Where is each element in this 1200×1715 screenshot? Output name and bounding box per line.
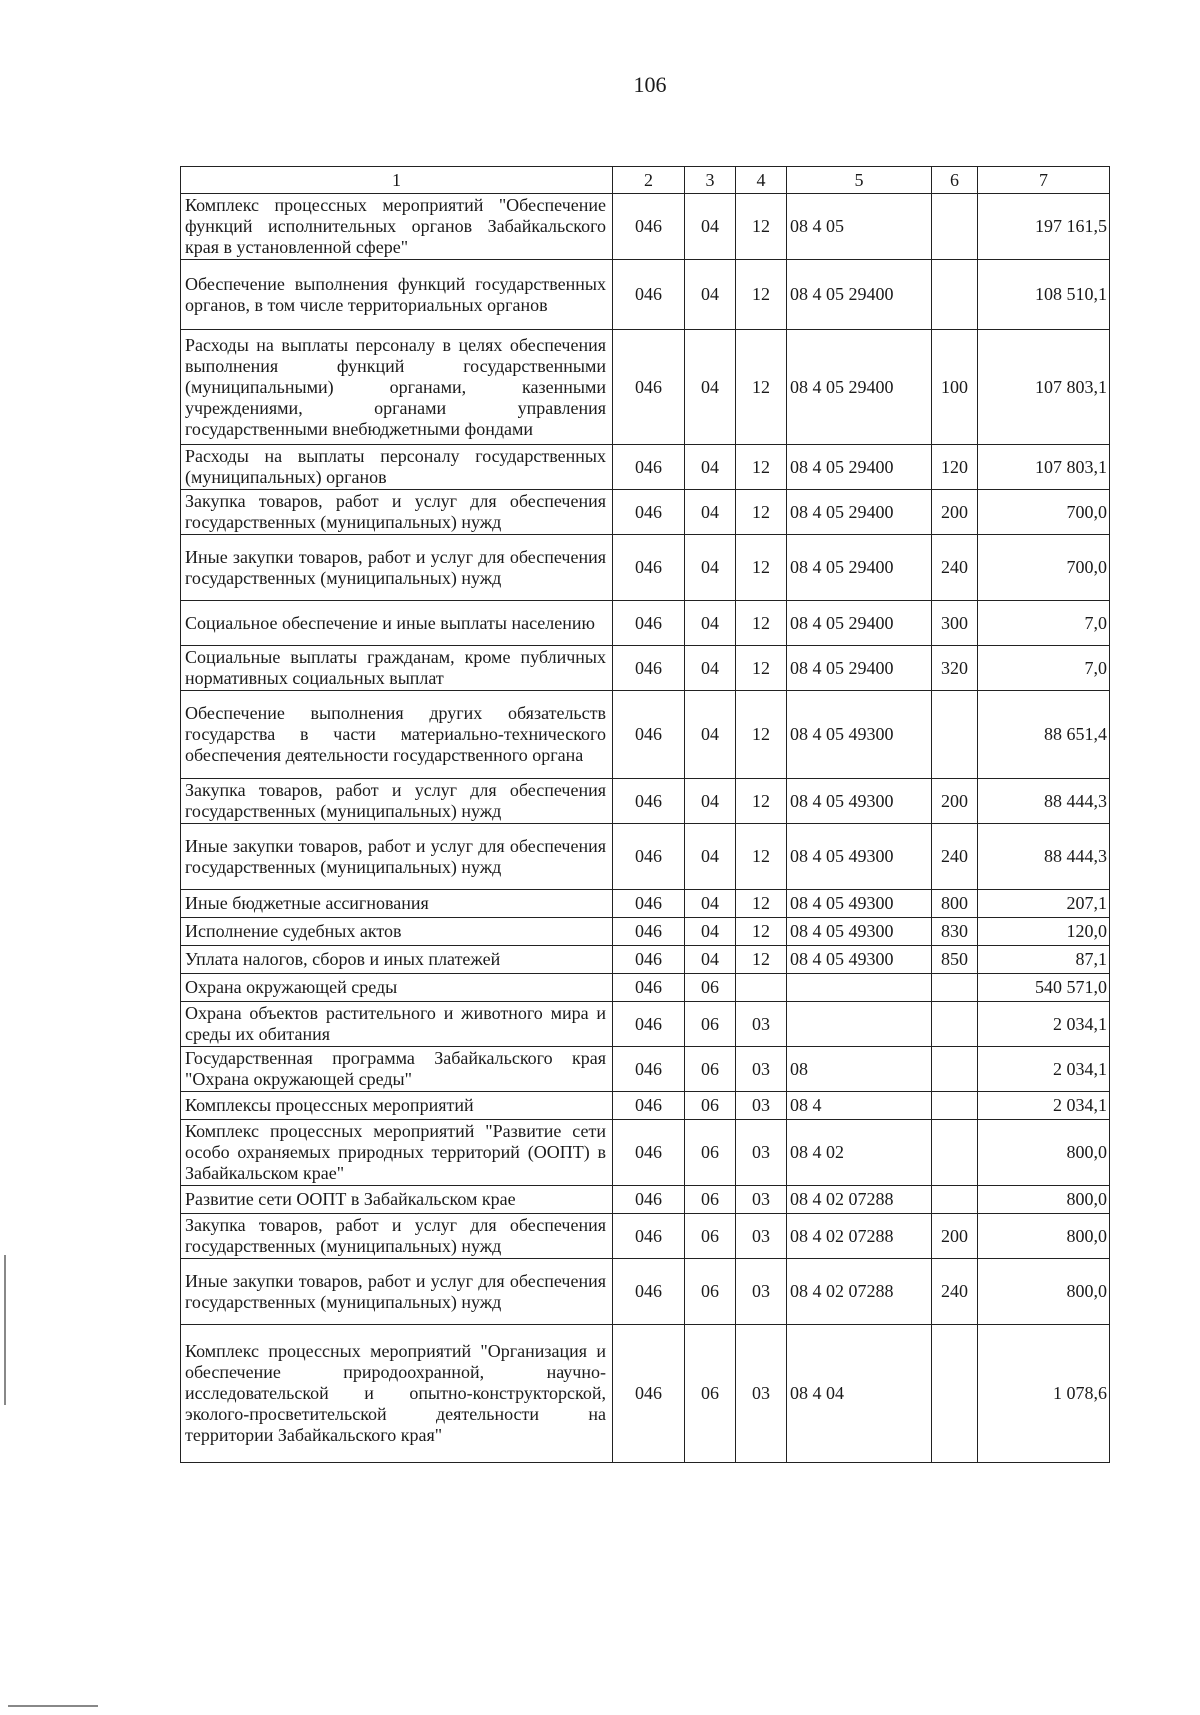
cell-name: Комплексы процессных мероприятий (181, 1092, 613, 1120)
cell-target-article: 08 4 05 49300 (787, 824, 932, 890)
cell-admin-code: 046 (613, 779, 685, 824)
cell-expense-type: 200 (932, 490, 978, 535)
cell-expense-type: 850 (932, 946, 978, 974)
cell-name: Расходы на выплаты персоналу государственных (муниципальных) органов (181, 445, 613, 490)
table-row (181, 946, 1110, 974)
cell-target-article: 08 4 05 29400 (787, 260, 932, 330)
table-row (181, 890, 1110, 918)
cell-target-article: 08 4 05 49300 (787, 691, 932, 779)
cell-section: 04 (685, 490, 736, 535)
cell-target-article: 08 4 05 29400 (787, 601, 932, 646)
cell-target-article: 08 4 05 29400 (787, 535, 932, 601)
cell-subsection: 12 (736, 890, 787, 918)
cell-amount: 107 803,1 (978, 445, 1110, 490)
cell-expense-type (932, 260, 978, 330)
cell-target-article: 08 4 02 07288 (787, 1259, 932, 1325)
table-row (181, 1214, 1110, 1259)
table-row (181, 1186, 1110, 1214)
cell-subsection: 12 (736, 601, 787, 646)
table-row (181, 330, 1110, 445)
cell-expense-type (932, 1120, 978, 1186)
table-row (181, 1120, 1110, 1186)
cell-target-article: 08 (787, 1047, 932, 1092)
cell-expense-type (932, 194, 978, 260)
cell-subsection: 12 (736, 260, 787, 330)
cell-expense-type: 300 (932, 601, 978, 646)
table-row (181, 1047, 1110, 1092)
cell-subsection (736, 974, 787, 1002)
cell-amount: 700,0 (978, 490, 1110, 535)
cell-target-article: 08 4 02 07288 (787, 1186, 932, 1214)
cell-target-article: 08 4 05 49300 (787, 779, 932, 824)
cell-amount: 88 444,3 (978, 779, 1110, 824)
table-row (181, 601, 1110, 646)
table-row (181, 1259, 1110, 1325)
cell-admin-code: 046 (613, 890, 685, 918)
cell-section: 04 (685, 824, 736, 890)
cell-name: Государственная программа Забайкальского края "Охрана окружающей среды" (181, 1047, 613, 1092)
cell-admin-code: 046 (613, 601, 685, 646)
cell-admin-code: 046 (613, 535, 685, 601)
cell-amount: 800,0 (978, 1120, 1110, 1186)
cell-admin-code: 046 (613, 1325, 685, 1463)
cell-subsection: 03 (736, 1092, 787, 1120)
cell-amount: 7,0 (978, 646, 1110, 691)
cell-section: 06 (685, 974, 736, 1002)
cell-expense-type: 800 (932, 890, 978, 918)
cell-expense-type (932, 691, 978, 779)
budget-table (180, 166, 1110, 1463)
cell-admin-code: 046 (613, 824, 685, 890)
cell-section: 04 (685, 601, 736, 646)
cell-admin-code: 046 (613, 445, 685, 490)
cell-subsection: 12 (736, 918, 787, 946)
cell-amount: 700,0 (978, 535, 1110, 601)
cell-target-article: 08 4 05 49300 (787, 918, 932, 946)
cell-expense-type (932, 1325, 978, 1463)
cell-target-article: 08 4 05 49300 (787, 890, 932, 918)
cell-expense-type: 320 (932, 646, 978, 691)
cell-section: 04 (685, 918, 736, 946)
scan-mark (4, 1255, 6, 1405)
cell-amount: 2 034,1 (978, 1002, 1110, 1047)
cell-amount: 87,1 (978, 946, 1110, 974)
cell-name: Социальное обеспечение и иные выплаты населению (181, 601, 613, 646)
cell-subsection: 12 (736, 445, 787, 490)
cell-target-article: 08 4 05 29400 (787, 646, 932, 691)
table-row (181, 445, 1110, 490)
cell-subsection: 03 (736, 1047, 787, 1092)
cell-subsection: 03 (736, 1002, 787, 1047)
cell-target-article (787, 974, 932, 1002)
cell-name: Комплекс процессных мероприятий "Развитие сети особо охраняемых природных территорий (ООПТ) в Забайкальском крае" (181, 1120, 613, 1186)
cell-section: 06 (685, 1325, 736, 1463)
cell-name: Иные закупки товаров, работ и услуг для обеспечения государственных (муниципальных) нужд (181, 535, 613, 601)
cell-section: 04 (685, 445, 736, 490)
table-row (181, 824, 1110, 890)
cell-amount: 7,0 (978, 601, 1110, 646)
cell-expense-type: 120 (932, 445, 978, 490)
cell-admin-code: 046 (613, 1186, 685, 1214)
cell-subsection: 03 (736, 1259, 787, 1325)
cell-amount: 800,0 (978, 1259, 1110, 1325)
cell-name: Иные закупки товаров, работ и услуг для обеспечения государственных (муниципальных) нужд (181, 824, 613, 890)
scan-mark (8, 1705, 98, 1707)
cell-admin-code: 046 (613, 1002, 685, 1047)
cell-expense-type: 200 (932, 1214, 978, 1259)
cell-section: 04 (685, 194, 736, 260)
cell-admin-code: 046 (613, 918, 685, 946)
cell-section: 04 (685, 890, 736, 918)
cell-admin-code: 046 (613, 946, 685, 974)
cell-admin-code: 046 (613, 260, 685, 330)
table-row (181, 194, 1110, 260)
cell-amount: 120,0 (978, 918, 1110, 946)
cell-amount: 1 078,6 (978, 1325, 1110, 1463)
cell-amount: 88 444,3 (978, 824, 1110, 890)
cell-amount: 207,1 (978, 890, 1110, 918)
cell-name: Охрана объектов растительного и животного мира и среды их обитания (181, 1002, 613, 1047)
table-row (181, 918, 1110, 946)
cell-target-article: 08 4 04 (787, 1325, 932, 1463)
cell-admin-code: 046 (613, 1120, 685, 1186)
cell-subsection: 03 (736, 1186, 787, 1214)
cell-section: 06 (685, 1047, 736, 1092)
cell-subsection: 12 (736, 824, 787, 890)
table-row (181, 1092, 1110, 1120)
cell-subsection: 12 (736, 535, 787, 601)
cell-subsection: 03 (736, 1214, 787, 1259)
cell-subsection: 12 (736, 490, 787, 535)
cell-section: 06 (685, 1092, 736, 1120)
cell-subsection: 12 (736, 946, 787, 974)
cell-section: 04 (685, 535, 736, 601)
cell-section: 04 (685, 330, 736, 445)
cell-expense-type (932, 1092, 978, 1120)
header-col-6: 6 (932, 167, 978, 194)
cell-name: Обеспечение выполнения функций государственных органов, в том числе территориальных органов (181, 260, 613, 330)
table-row (181, 1002, 1110, 1047)
cell-amount: 2 034,1 (978, 1092, 1110, 1120)
cell-expense-type (932, 1047, 978, 1092)
cell-target-article: 08 4 (787, 1092, 932, 1120)
cell-section: 06 (685, 1186, 736, 1214)
cell-name: Социальные выплаты гражданам, кроме публичных нормативных социальных выплат (181, 646, 613, 691)
cell-name: Комплекс процессных мероприятий "Обеспечение функций исполнительных органов Забайкальского края в установленной сфере" (181, 194, 613, 260)
cell-target-article: 08 4 05 (787, 194, 932, 260)
cell-admin-code: 046 (613, 490, 685, 535)
cell-name: Исполнение судебных актов (181, 918, 613, 946)
cell-admin-code: 046 (613, 974, 685, 1002)
cell-target-article: 08 4 02 07288 (787, 1214, 932, 1259)
cell-expense-type: 240 (932, 824, 978, 890)
cell-target-article: 08 4 05 49300 (787, 946, 932, 974)
cell-amount: 197 161,5 (978, 194, 1110, 260)
cell-admin-code: 046 (613, 330, 685, 445)
table-row (181, 1325, 1110, 1463)
cell-admin-code: 046 (613, 691, 685, 779)
cell-subsection: 12 (736, 194, 787, 260)
table-row (181, 646, 1110, 691)
table-row (181, 260, 1110, 330)
table-row (181, 779, 1110, 824)
cell-expense-type: 240 (932, 535, 978, 601)
cell-section: 04 (685, 946, 736, 974)
cell-section: 06 (685, 1214, 736, 1259)
cell-name: Обеспечение выполнения других обязательств государства в части материально-технического обеспечения деятельности государственного органа (181, 691, 613, 779)
cell-section: 06 (685, 1259, 736, 1325)
table-row (181, 535, 1110, 601)
cell-amount: 88 651,4 (978, 691, 1110, 779)
cell-subsection: 03 (736, 1120, 787, 1186)
cell-target-article: 08 4 05 29400 (787, 330, 932, 445)
cell-expense-type: 100 (932, 330, 978, 445)
cell-section: 04 (685, 691, 736, 779)
cell-admin-code: 046 (613, 1259, 685, 1325)
cell-expense-type: 830 (932, 918, 978, 946)
cell-target-article: 08 4 05 29400 (787, 445, 932, 490)
cell-name: Иные бюджетные ассигнования (181, 890, 613, 918)
header-col-2: 2 (613, 167, 685, 194)
cell-name: Иные закупки товаров, работ и услуг для обеспечения государственных (муниципальных) нужд (181, 1259, 613, 1325)
cell-amount: 800,0 (978, 1214, 1110, 1259)
cell-admin-code: 046 (613, 646, 685, 691)
header-col-3: 3 (685, 167, 736, 194)
cell-name: Закупка товаров, работ и услуг для обеспечения государственных (муниципальных) нужд (181, 490, 613, 535)
header-col-4: 4 (736, 167, 787, 194)
header-col-5: 5 (787, 167, 932, 194)
cell-section: 06 (685, 1120, 736, 1186)
cell-target-article: 08 4 02 (787, 1120, 932, 1186)
cell-section: 04 (685, 779, 736, 824)
cell-name: Развитие сети ООПТ в Забайкальском крае (181, 1186, 613, 1214)
table-body (181, 194, 1110, 1463)
cell-admin-code: 046 (613, 1092, 685, 1120)
cell-name: Комплекс процессных мероприятий "Организация и обеспечение природоохранной, научно-исследовательской и опытно-конструкторской, эколого-просветительской деятельности на территории Забайкальского края" (181, 1325, 613, 1463)
cell-expense-type: 200 (932, 779, 978, 824)
cell-amount: 108 510,1 (978, 260, 1110, 330)
cell-admin-code: 046 (613, 1214, 685, 1259)
cell-subsection: 12 (736, 330, 787, 445)
cell-name: Охрана окружающей среды (181, 974, 613, 1002)
cell-subsection: 03 (736, 1325, 787, 1463)
cell-name: Уплата налогов, сборов и иных платежей (181, 946, 613, 974)
cell-name: Расходы на выплаты персоналу в целях обеспечения выполнения функций государственными (муниципальными) органами, казенными учреждениями, органами управления государственными внебюджетными фондами (181, 330, 613, 445)
header-col-7: 7 (978, 167, 1110, 194)
cell-subsection: 12 (736, 646, 787, 691)
cell-subsection: 12 (736, 779, 787, 824)
cell-target-article: 08 4 05 29400 (787, 490, 932, 535)
cell-admin-code: 046 (613, 194, 685, 260)
cell-subsection: 12 (736, 691, 787, 779)
page-number: 106 (633, 72, 667, 97)
table-row (181, 691, 1110, 779)
table-row (181, 974, 1110, 1002)
cell-expense-type: 240 (932, 1259, 978, 1325)
cell-amount: 2 034,1 (978, 1047, 1110, 1092)
cell-expense-type (932, 974, 978, 1002)
table-row (181, 490, 1110, 535)
cell-section: 04 (685, 260, 736, 330)
cell-name: Закупка товаров, работ и услуг для обеспечения государственных (муниципальных) нужд (181, 779, 613, 824)
header-col-1: 1 (181, 167, 613, 194)
cell-amount: 540 571,0 (978, 974, 1110, 1002)
cell-target-article (787, 1002, 932, 1047)
cell-expense-type (932, 1002, 978, 1047)
cell-name: Закупка товаров, работ и услуг для обеспечения государственных (муниципальных) нужд (181, 1214, 613, 1259)
cell-amount: 800,0 (978, 1186, 1110, 1214)
header-row (181, 167, 1110, 194)
cell-section: 06 (685, 1002, 736, 1047)
cell-amount: 107 803,1 (978, 330, 1110, 445)
cell-expense-type (932, 1186, 978, 1214)
cell-admin-code: 046 (613, 1047, 685, 1092)
cell-section: 04 (685, 646, 736, 691)
